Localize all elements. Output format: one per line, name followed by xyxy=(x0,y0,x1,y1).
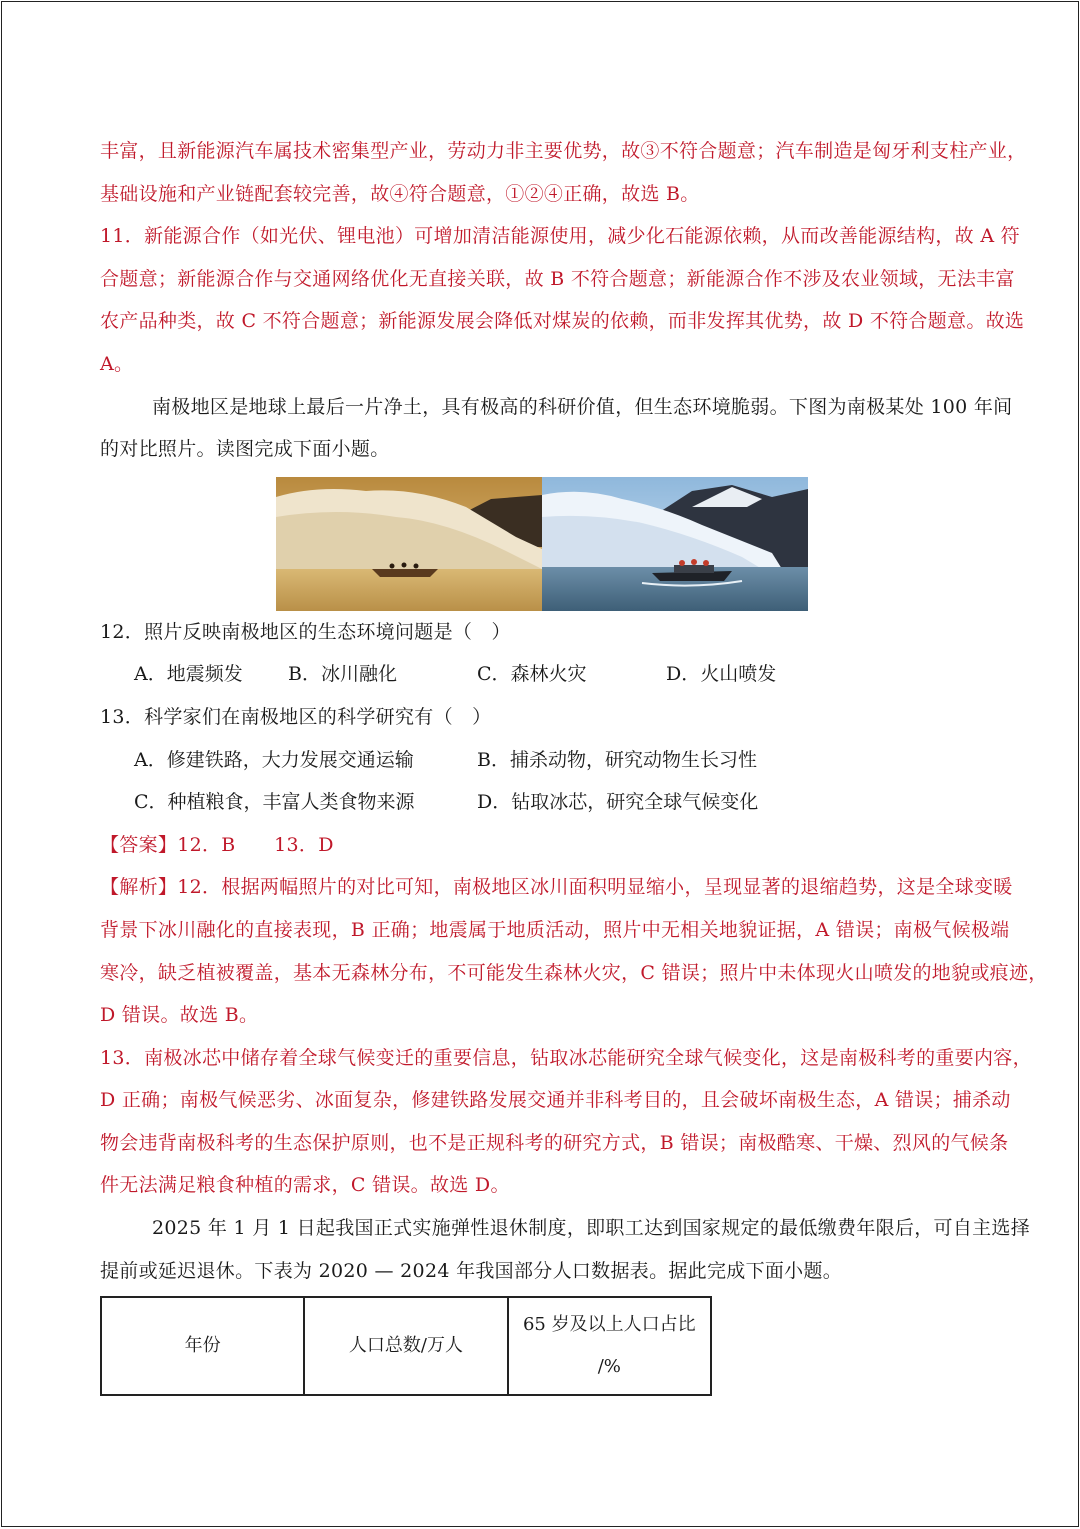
question-13-stem: 13．科学家们在南极地区的科学研究有（ ） xyxy=(100,705,492,728)
q13-option-c: C．种植粮食，丰富人类食物来源 xyxy=(134,791,415,814)
q12-option-b: B．冰川融化 xyxy=(288,663,397,686)
header-total-population: 人口总数/万人 xyxy=(304,1297,507,1395)
analysis-line: 背景下冰川融化的直接表现，B 正确；地震属于地质活动，照片中无相关地貌证据，A 错误；南极气候极端 xyxy=(100,918,1010,941)
header-elderly-share xyxy=(508,1297,711,1395)
answer-line: 【答案】12．B 13．D xyxy=(100,833,334,856)
historic-glacier-photo xyxy=(276,477,542,611)
q12-option-d: D．火山喷发 xyxy=(666,663,777,686)
question-13-options-row2 xyxy=(100,781,992,824)
antarctica-intro-cont: 的对比照片。读图完成下面小题。 xyxy=(100,438,390,461)
q13-option-b: B．捕杀动物，研究动物生长习性 xyxy=(477,748,757,771)
explanation-line: 合题意；新能源合作与交通网络优化无直接关联，故 B 不符合题意；新能源合作不涉及农业领域，无法丰富 xyxy=(100,267,1015,290)
document-page xyxy=(1,1,1079,1527)
retirement-intro: 2025 年 1 月 1 日起我国正式实施弹性退休制度，即职工达到国家规定的最低缴费年限后，可自主选择 xyxy=(152,1217,1031,1240)
header-year: 年份 xyxy=(101,1297,304,1395)
analysis-line: D 错误。故选 B。 xyxy=(100,1004,259,1027)
population-table xyxy=(100,1296,712,1396)
question-13-options-row1 xyxy=(100,739,992,782)
table-header-row xyxy=(101,1297,711,1395)
explanation-line: A。 xyxy=(100,352,134,375)
antarctica-intro: 南极地区是地球上最后一片净土，具有极高的科研价值，但生态环境脆弱。下图为南极某处 100 年间 xyxy=(152,395,1013,418)
explanation-line: 基础设施和产业链配套较完善，故④符合题意，①②④正确，故选 B。 xyxy=(100,182,700,205)
retirement-intro-cont: 提前或延迟退休。下表为 2020 — 2024 年我国部分人口数据表。据此完成下面小题。 xyxy=(100,1259,843,1282)
page-content xyxy=(100,130,1048,1396)
analysis-line: 件无法满足粮食种植的需求，C 错误。故选 D。 xyxy=(100,1174,510,1197)
comparison-photos xyxy=(276,477,808,611)
analysis-line: 13．南极冰芯中储存着全球气候变迁的重要信息，钻取冰芯能研究全球气候变化，这是南极科考的重要内容， xyxy=(100,1046,1032,1069)
q12-option-a: A．地震频发 xyxy=(134,663,243,686)
question-12-options xyxy=(100,653,992,696)
explanation-line: 丰富，且新能源汽车属技术密集型产业，劳动力非主要优势，故③不符合题意；汽车制造是匈牙利支柱产业， xyxy=(100,140,1027,162)
analysis-line: 物会违背南极科考的生态保护原则，也不是正规科考的研究方式，B 错误；南极酷寒、干燥、烈风的气候条 xyxy=(100,1131,1009,1154)
explanation-line: 11．新能源合作（如光伏、锂电池）可增加清洁能源使用，减少化石能源依赖，从而改善能源结构，故 A 符 xyxy=(100,225,1020,248)
q13-option-a: A．修建铁路，大力发展交通运输 xyxy=(134,748,414,771)
recent-glacier-photo xyxy=(542,477,808,611)
question-12-stem: 12．照片反映南极地区的生态环境问题是（ ） xyxy=(100,620,511,643)
q12-option-c: C．森林火灾 xyxy=(477,663,587,686)
analysis-line: 寒冷，缺乏植被覆盖，基本无森林分布，不可能发生森林火灾，C 错误；照片中未体现火山喷发的地貌或痕迹， xyxy=(100,961,1048,984)
analysis-line: 【解析】12．根据两幅照片的对比可知，南极地区冰川面积明显缩小，呈现显著的退缩趋势，这是全球变暖 xyxy=(100,876,1013,899)
header-elderly-share-line1: 65 岁及以上人口占比 xyxy=(522,1314,696,1336)
header-elderly-share-line2: /% xyxy=(597,1356,621,1378)
explanation-line: 农产品种类，故 C 不符合题意；新能源发展会降低对煤炭的依赖，而非发挥其优势，故 D 不符合题意。故选 xyxy=(100,310,1025,333)
analysis-line: D 正确；南极气候恶劣、冰面复杂，修建铁路发展交通并非科考目的，且会破坏南极生态，A 错误；捕杀动 xyxy=(100,1089,1011,1112)
q13-option-d: D．钻取冰芯，研究全球气候变化 xyxy=(477,791,759,814)
